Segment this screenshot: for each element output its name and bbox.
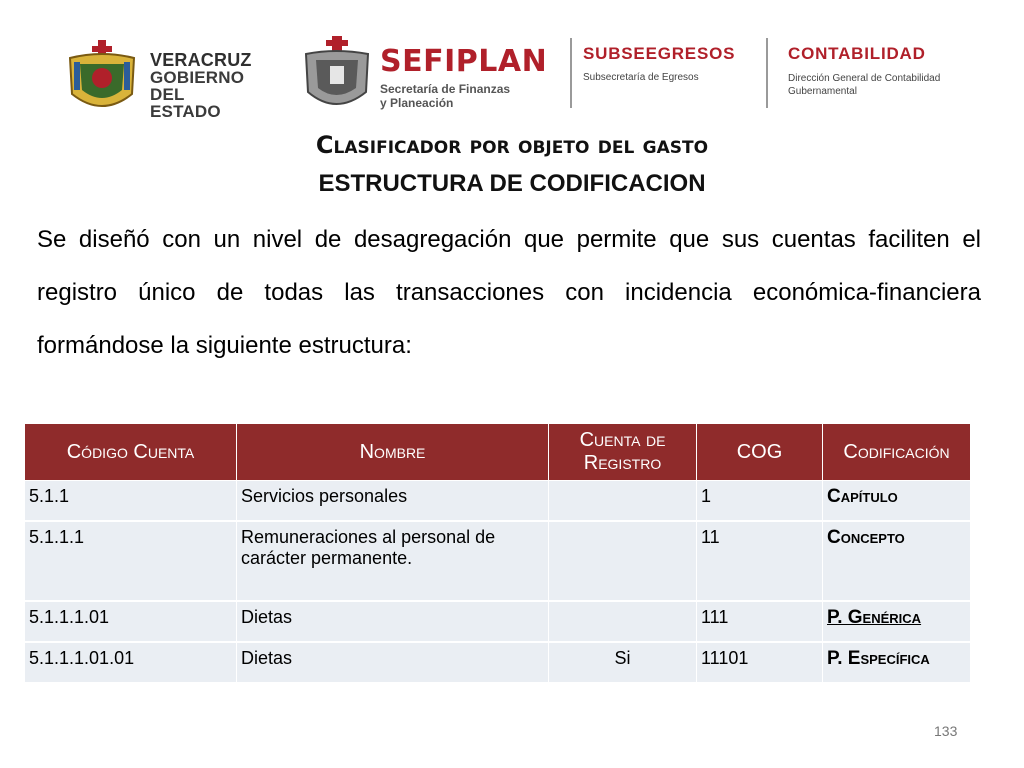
logo-bar: [0, 30, 1024, 120]
cell-registro: [549, 601, 697, 642]
sefiplan-logo: [300, 36, 560, 120]
subsegresos-subtitle: Subsecretaría de Egresos: [583, 72, 699, 83]
logo-divider: [766, 38, 768, 108]
gov-line2: GOBIERNO: [150, 68, 245, 87]
main-title: Clasificador por objeto del gasto: [315, 131, 709, 159]
contabilidad-subtitle: [788, 72, 940, 98]
cell-cog: 11101: [697, 642, 823, 683]
veracruz-gobierno-logo: [62, 38, 252, 121]
cell-codigo: 5.1.1.1.01.01: [25, 642, 237, 683]
header-codificacion: Codificación: [823, 424, 971, 481]
sub-title: ESTRUCTURA DE CODIFICACION: [318, 170, 706, 197]
cell-codigo: 5.1.1: [25, 481, 237, 522]
cell-cog: 11: [697, 521, 823, 601]
codification-table: [24, 423, 971, 684]
cell-cog: 1: [697, 481, 823, 522]
cell-registro: [549, 481, 697, 522]
intro-paragraph: Se diseñó con un nivel de desagregación que permite que sus cuentas faciliten el registro único de todas las transacciones con incidencia económica-financiera formándose la siguiente estructura:: [37, 226, 981, 359]
cell-codificacion: P. Genérica: [823, 601, 971, 642]
cell-codificacion: Concepto: [823, 521, 971, 601]
gov-line1: VERACRUZ: [150, 50, 252, 70]
sefiplan-subtitle: [380, 82, 510, 110]
sefiplan-sub1: Secretaría de Finanzas: [380, 82, 511, 96]
contabilidad-logo: [788, 44, 940, 98]
sefiplan-title: SEFIPLAN: [380, 44, 548, 79]
cell-codigo: 5.1.1.1: [25, 521, 237, 601]
cell-codificacion: Capítulo: [823, 481, 971, 522]
subsegresos-title: SUBSEEGRESOS: [583, 44, 736, 63]
sefiplan-sub2: y Planeación: [380, 96, 454, 110]
gov-line3: DEL ESTADO: [150, 85, 221, 121]
gov-text: [150, 52, 252, 120]
cell-registro: Si: [549, 642, 697, 683]
table-header-row: [25, 424, 971, 481]
logo-divider: [570, 38, 572, 108]
header-cuenta-registro: Cuenta de Registro: [549, 424, 697, 481]
cell-nombre: Dietas: [237, 642, 549, 683]
cell-codificacion: P. Específica: [823, 642, 971, 683]
header-nombre: Nombre: [237, 424, 549, 481]
table-row: [25, 481, 971, 522]
table-row: [25, 601, 971, 642]
veracruz-shield-icon: [62, 38, 142, 118]
cell-nombre: Servicios personales: [237, 481, 549, 522]
table-row: [25, 642, 971, 683]
cell-nombre: Dietas: [237, 601, 549, 642]
cell-nombre: Remuneraciones al personal de carácter permanente.: [237, 521, 549, 601]
page-number: 133: [934, 723, 958, 739]
sefiplan-shield-icon: [300, 36, 374, 116]
header-codigo-cuenta: Código Cuenta: [25, 424, 237, 481]
contabilidad-sub2: Gubernamental: [788, 86, 857, 97]
cell-codigo: 5.1.1.1.01: [25, 601, 237, 642]
contabilidad-title: CONTABILIDAD: [788, 44, 926, 63]
subsegresos-logo: [583, 44, 735, 83]
cell-cog: 111: [697, 601, 823, 642]
table-row: [25, 521, 971, 601]
contabilidad-sub1: Dirección General de Contabilidad: [788, 73, 941, 84]
header-cog: COG: [697, 424, 823, 481]
cell-registro: [549, 521, 697, 601]
